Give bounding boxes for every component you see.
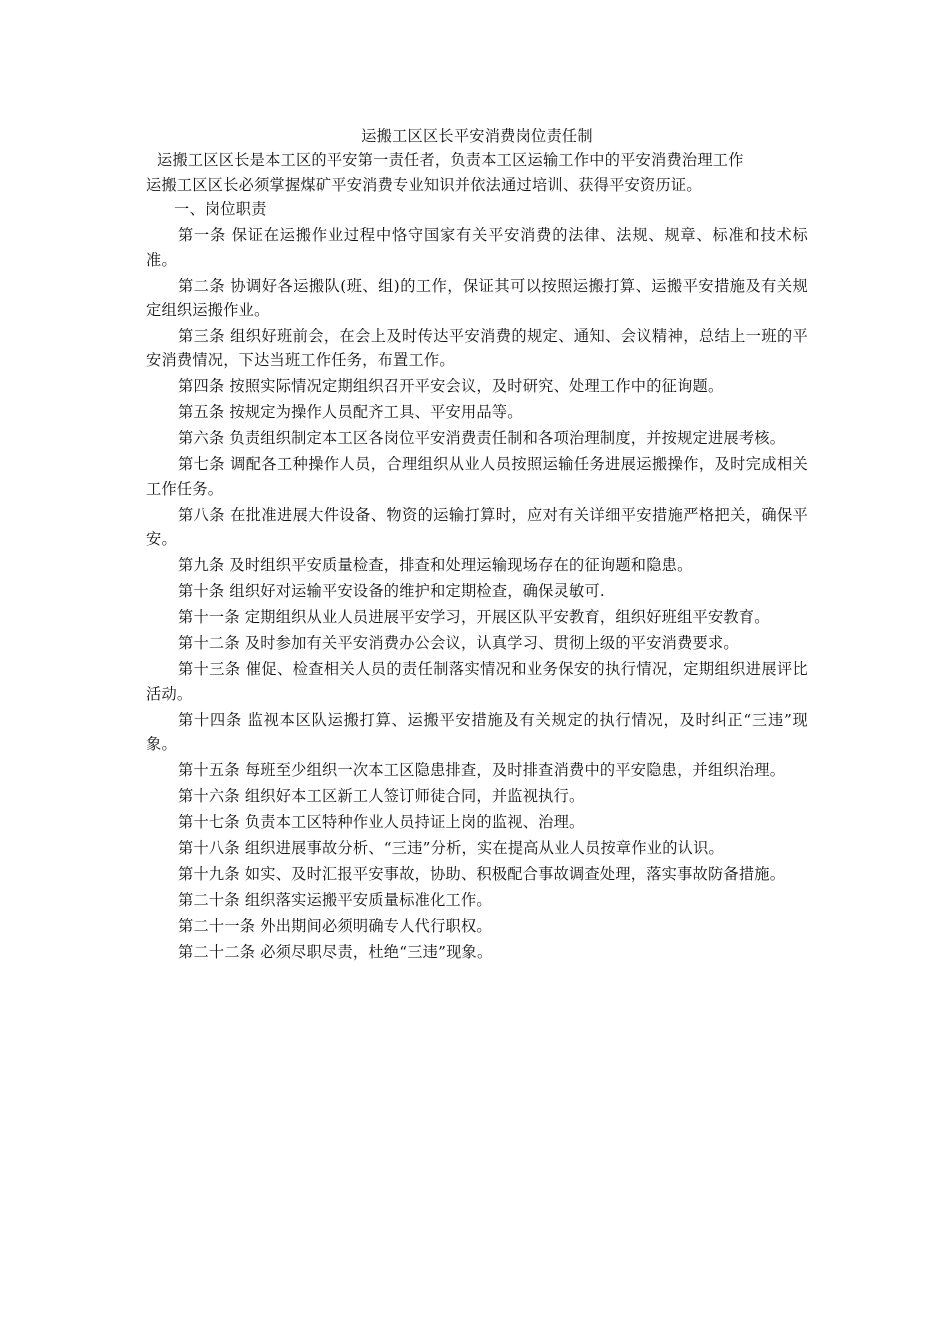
clause-8: 第八条 在批准进展大件设备、物资的运输打算时，应对有关详细平安措施严格把关，确保平安。 [146, 505, 808, 549]
clause-15: 第十五条 每班至少组织一次本工区隐患排查，及时排查消费中的平安隐患，并组织治理。 [178, 761, 786, 780]
clause-3: 第三条 组织好班前会，在会上及时传达平安消费的规定、通知、会议精神，总结上一班的平安消费情况，下达当班工作任务，布置工作。 [146, 327, 808, 370]
clause-16: 第十六条 组织好本工区新工人签订师徒合同，并监视执行。 [178, 787, 585, 806]
clause-21: 第二十一条 外出期间必须明确专人代行职权。 [178, 917, 492, 936]
clause-18: 第十八条 组织进展事故分析、“三违”分析，实在提高从业人员按章作业的认识。 [178, 839, 724, 858]
clause-5: 第五条 按规定为操作人员配齐工具、平安用品等。 [178, 403, 523, 422]
clause-4: 第四条 按照实际情况定期组织召开平安会议，及时研究、处理工作中的征询题。 [178, 377, 724, 396]
clause-13: 第十三条 催促、检查相关人员的责任制落实情况和业务保安的执行情况，定期组织进展评比活动。 [146, 660, 808, 703]
clause-11: 第十一条 定期组织从业人员进展平安学习，开展区队平安教育，组织好班组平安教育。 [178, 608, 770, 627]
clause-14: 第十四条 监视本区队运搬打算、运搬平安措施及有关规定的执行情况，及时纠正“三违”现象。 [146, 710, 808, 754]
clause-1: 第一条 保证在运搬作业过程中恪守国家有关平安消费的法律、法规、规章、标准和技术标准。 [146, 226, 808, 269]
clause-22: 第二十二条 必须尽职尽责，杜绝“三违”现象。 [178, 943, 493, 962]
intro-paragraph [146, 148, 808, 197]
clause-10: 第十条 组织好对运输平安设备的维护和定期检查，确保灵敏可. [178, 582, 605, 601]
clause-6: 第六条 负责组织制定本工区各岗位平安消费责任制和各项治理制度，并按规定进展考核。 [178, 429, 786, 448]
clause-7: 第七条 调配各工种操作人员，合理组织从业人员按照运输任务进展运搬操作，及时完成相关工作任务。 [146, 455, 808, 498]
intro-line-1: 运搬工区区长是本工区的平安第一责任者，负责本工区运输工作中的平安消费治理工作 [157, 151, 744, 170]
intro-line-2: 运搬工区区长必须掌握煤矿平安消费专业知识并依法通过培训、获得平安资历证。 [146, 175, 702, 194]
clause-20: 第二十条 组织落实运搬平安质量标准化工作。 [178, 891, 492, 910]
document-title: 运搬工区区长平安消费岗位责任制 [361, 127, 593, 145]
clause-9: 第九条 及时组织平安质量检查，排查和处理运输现场存在的征询题和隐患。 [178, 556, 693, 575]
clause-2: 第二条 协调好各运搬队(班、组)的工作，保证其可以按照运搬打算、运搬平安措施及有关规定组织运搬作业。 [146, 276, 808, 320]
clause-17: 第十七条 负责本工区特种作业人员持证上岗的监视、治理。 [178, 813, 585, 832]
document-body [146, 124, 808, 964]
clause-12: 第十二条 及时参加有关平安消费办公会议，认真学习、贯彻上级的平安消费要求。 [178, 634, 739, 653]
clause-19: 第十九条 如实、及时汇报平安事故，协助、积极配合事故调查处理，落实事故防备措施。 [178, 865, 786, 884]
section-heading: 一、岗位职责 [174, 200, 267, 219]
